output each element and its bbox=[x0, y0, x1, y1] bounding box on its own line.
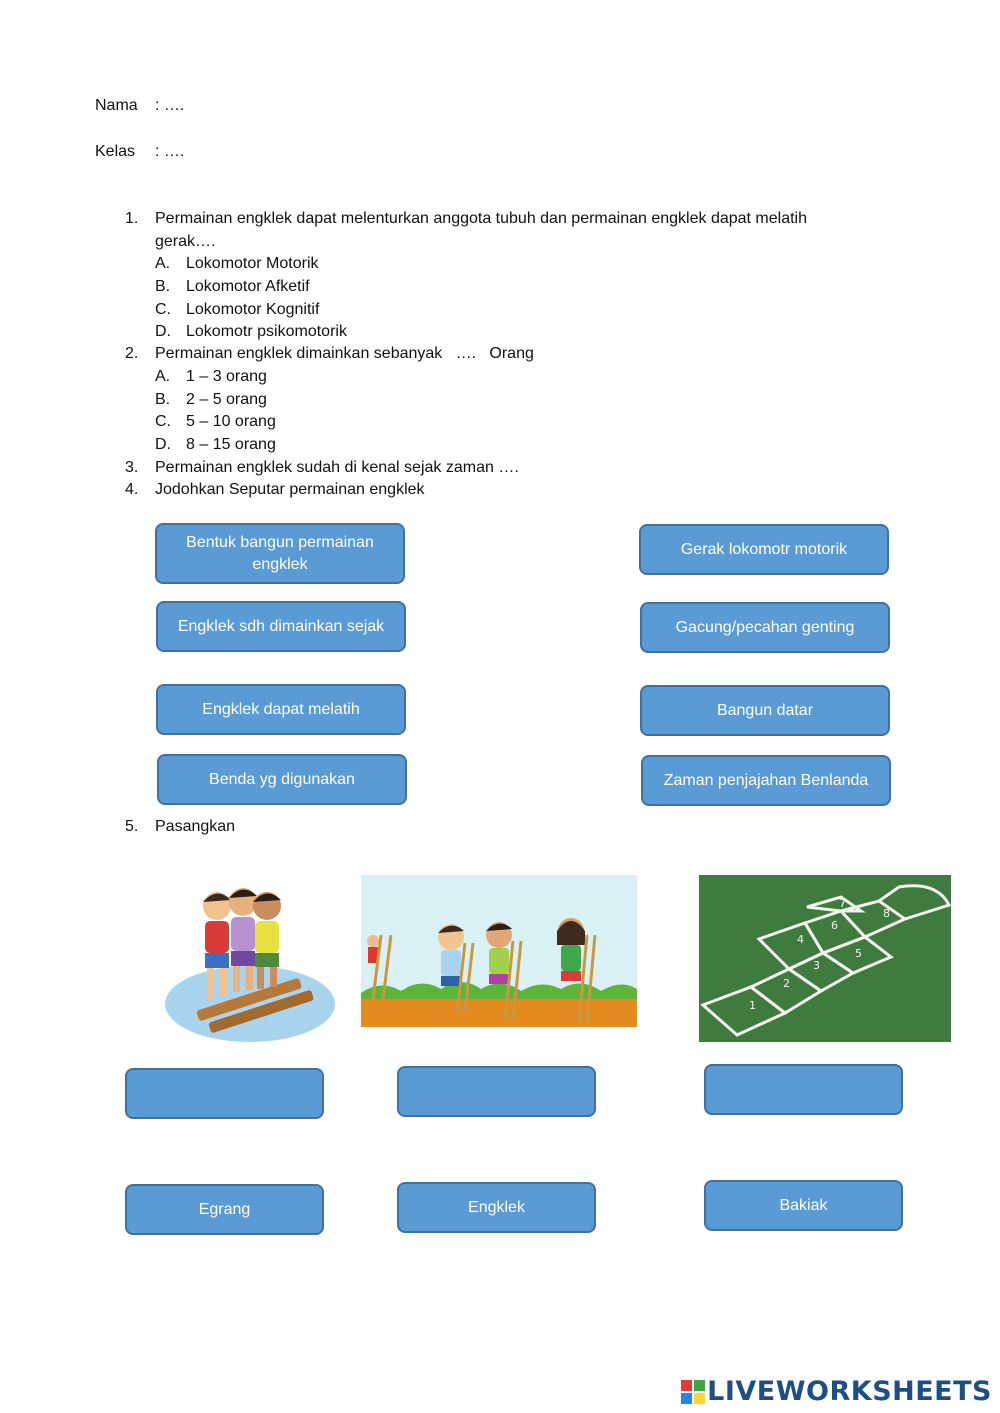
q2-option-letter: B. bbox=[155, 391, 171, 408]
q3-text: Permainan engklek sudah di kenal sejak zaman …. bbox=[155, 459, 519, 476]
q1-option-b[interactable]: Lokomotor Afketif bbox=[186, 278, 310, 295]
q1-option-a[interactable]: Lokomotor Motorik bbox=[186, 255, 319, 272]
q2-option-letter: D. bbox=[155, 436, 171, 453]
logo-icon bbox=[681, 1380, 705, 1404]
q2-option-letter: A. bbox=[155, 368, 171, 385]
hopscotch-number: 5 bbox=[855, 947, 862, 960]
q1-option-letter: A. bbox=[155, 255, 171, 272]
q2-option-b[interactable]: 2 – 5 orang bbox=[186, 391, 267, 408]
engklek-image bbox=[699, 875, 951, 1042]
q5-number: 5. bbox=[125, 818, 139, 835]
nama-label: Nama bbox=[95, 97, 138, 114]
q1-text: Permainan engklek dapat melenturkan anggota tubuh dan permainan engklek dapat melatih bbox=[155, 210, 807, 227]
match-left-box[interactable]: Bentuk bangun permainan engklek bbox=[155, 523, 405, 584]
drop-box[interactable] bbox=[397, 1066, 596, 1117]
match-left-box[interactable]: Engklek dapat melatih bbox=[156, 684, 406, 735]
drop-box[interactable] bbox=[704, 1064, 903, 1115]
bakiak-image bbox=[155, 876, 335, 1044]
q2-option-d[interactable]: 8 – 15 orang bbox=[186, 436, 276, 453]
answer-egrang[interactable]: Egrang bbox=[125, 1184, 324, 1235]
q1-option-d[interactable]: Lokomotr psikomotorik bbox=[186, 323, 347, 340]
answer-bakiak[interactable]: Bakiak bbox=[704, 1180, 903, 1231]
nama-value[interactable]: : …. bbox=[155, 97, 185, 114]
q5-text: Pasangkan bbox=[155, 818, 236, 835]
q2-option-a[interactable]: 1 – 3 orang bbox=[186, 368, 267, 385]
q1-option-letter: C. bbox=[155, 301, 171, 318]
drop-box[interactable] bbox=[125, 1068, 324, 1119]
q2-number: 2. bbox=[125, 345, 139, 362]
q2-option-c[interactable]: 5 – 10 orang bbox=[186, 413, 276, 430]
q1-option-c[interactable]: Lokomotor Kognitif bbox=[186, 301, 320, 318]
q1-option-letter: D. bbox=[155, 323, 171, 340]
match-left-box[interactable]: Engklek sdh dimainkan sejak bbox=[156, 601, 406, 652]
q2-option-letter: C. bbox=[155, 413, 171, 430]
hopscotch-number: 8 bbox=[883, 907, 890, 920]
match-left-box[interactable]: Benda yg digunakan bbox=[157, 754, 407, 805]
hopscotch-number: 2 bbox=[783, 977, 790, 990]
hopscotch-number: 4 bbox=[797, 933, 804, 946]
hopscotch-number: 3 bbox=[813, 959, 820, 972]
kelas-label: Kelas bbox=[95, 143, 136, 160]
kelas-value[interactable]: : …. bbox=[155, 143, 185, 160]
q1-option-letter: B. bbox=[155, 278, 171, 295]
liveworksheets-logo bbox=[681, 1376, 992, 1407]
match-right-box[interactable]: Bangun datar bbox=[640, 685, 890, 736]
q2-text: Permainan engklek dimainkan sebanyak …. Orang bbox=[155, 345, 534, 362]
match-right-box[interactable]: Gerak lokomotr motorik bbox=[639, 524, 889, 575]
q1-text-cont: gerak…. bbox=[155, 233, 216, 250]
hopscotch-number: 1 bbox=[749, 999, 756, 1012]
q3-number: 3. bbox=[125, 459, 139, 476]
answer-engklek[interactable]: Engklek bbox=[397, 1182, 596, 1233]
egrang-image bbox=[361, 875, 637, 1027]
logo-text: LIVEWORKSHEETS bbox=[707, 1376, 992, 1407]
match-right-box[interactable]: Zaman penjajahan Benlanda bbox=[641, 755, 891, 806]
q4-number: 4. bbox=[125, 481, 139, 498]
match-right-box[interactable]: Gacung/pecahan genting bbox=[640, 602, 890, 653]
hopscotch-number: 7 bbox=[839, 897, 846, 910]
q1-number: 1. bbox=[125, 210, 139, 227]
q4-text: Jodohkan Seputar permainan engklek bbox=[155, 481, 425, 498]
hopscotch-number: 6 bbox=[831, 919, 838, 932]
